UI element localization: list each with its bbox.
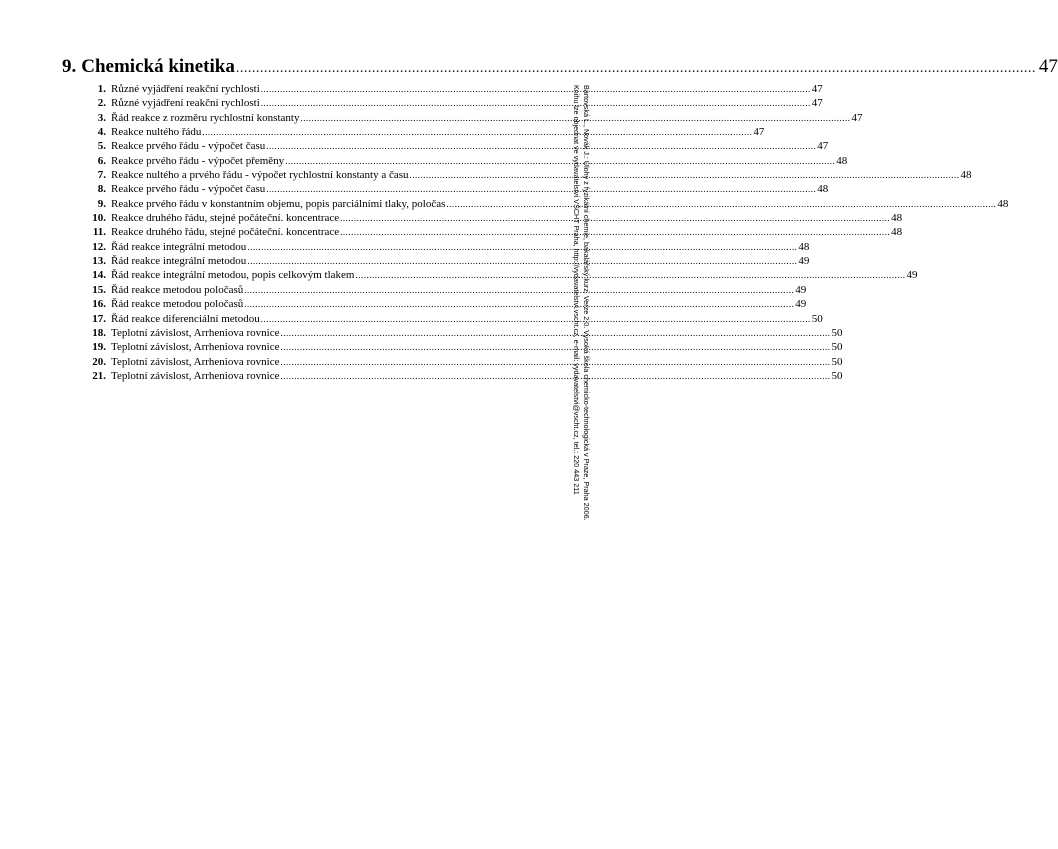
dot-leader: ........................................................................................................................................................................................................: [244, 284, 795, 295]
entry-page: 49: [906, 269, 918, 282]
toc-entry[interactable]: [62, 96, 823, 110]
toc-entry[interactable]: [62, 168, 972, 182]
entry-number: 21.: [92, 369, 106, 382]
entry-page: 49: [798, 255, 810, 268]
entry-number: 10.: [92, 212, 106, 225]
entry-number: 20.: [92, 355, 106, 368]
entry-title: Reakce prvého řádu - výpočet přeměny: [111, 154, 285, 167]
toc-entry[interactable]: [62, 355, 843, 369]
entry-title: Teplotní závislost, Arrheniova rovnice: [111, 341, 280, 354]
entry-page: 50: [831, 369, 843, 382]
entry-number: 7.: [97, 169, 106, 182]
entry-page: 48: [891, 226, 903, 239]
toc-entry[interactable]: [62, 125, 765, 139]
entry-number: 2.: [97, 97, 106, 110]
entry-page: 49: [795, 283, 807, 296]
entry-page: 47: [817, 140, 829, 153]
toc-entry[interactable]: [62, 326, 843, 340]
dot-leader: ........................................................................................................................................................................................................: [247, 256, 798, 267]
entry-number: 11.: [92, 226, 106, 239]
entry-title: Řád reakce metodou poločasů: [111, 283, 244, 296]
entry-number: 18.: [92, 326, 106, 339]
entry-title: Teplotní závislost, Arrheniova rovnice: [111, 326, 280, 339]
entry-page: 48: [960, 169, 972, 182]
entry-title: Reakce prvého řádu v konstantním objemu, popis parciálními tlaky, poločas: [111, 197, 446, 210]
entry-page: 47: [811, 97, 823, 110]
toc-entry[interactable]: [62, 197, 1009, 211]
toc-entry[interactable]: [62, 283, 807, 297]
entry-title: Reakce prvého řádu - výpočet času: [111, 183, 266, 196]
entry-number: 1.: [97, 83, 106, 95]
side-note: [563, 85, 591, 585]
dot-leader: ........................................................................................................................................................................................................: [260, 313, 811, 324]
entry-page: 47: [753, 126, 765, 139]
toc-entry[interactable]: [62, 369, 843, 383]
dot-leader: ........................................................................................................................................................................................................: [280, 342, 831, 353]
entry-page: 47: [851, 111, 863, 124]
entry-title: Reakce nultého řádu: [111, 126, 202, 139]
toc-entry[interactable]: [62, 211, 903, 225]
entry-title: Řád reakce z rozměru rychlostní konstanty: [111, 111, 300, 124]
entry-title: Řád reakce metodou poločasů: [111, 298, 244, 311]
entry-page: 48: [798, 240, 810, 253]
dot-leader: ........................................................................................................................................................................................................: [266, 141, 817, 152]
chapter-number: 9.: [62, 56, 77, 77]
side-note-line-2: Knihu lze objednat ve vydavatelství VŠCHT Praha, http://vydavatelstvi.vscht.cz, e-mail: vydavatelstvi@vscht.cz, tel.: 220 443 211: [572, 85, 581, 495]
toc-entry[interactable]: [62, 297, 807, 311]
toc-entry[interactable]: [62, 111, 863, 125]
entry-title: Různé vyjádření reakční rychlosti: [111, 97, 260, 110]
toc-entry[interactable]: [62, 154, 848, 168]
entry-number: 5.: [97, 140, 106, 153]
entry-number: 16.: [92, 298, 106, 311]
entry-number: 14.: [92, 269, 106, 282]
entry-title: Reakce druhého řádu, stejné počáteční. koncentrace: [111, 212, 340, 225]
dot-leader: ........................................................................................................................................................................................................: [340, 227, 891, 238]
dot-leader: ........................................................................................................................................................................................................: [260, 98, 811, 109]
entry-title: Teplotní závislost, Arrheniova rovnice: [111, 355, 280, 368]
toc-entry[interactable]: [62, 139, 829, 153]
entry-page: 50: [831, 341, 843, 354]
entry-number: 15.: [92, 283, 106, 296]
chapter-title: Chemická kinetika: [81, 56, 235, 77]
dot-leader: ........................................................................................................................................................................................................: [266, 184, 817, 195]
entry-number: 13.: [92, 255, 106, 268]
entry-number: 4.: [97, 126, 106, 139]
dot-leader: ........................................................................................................................................................................................................: [280, 370, 831, 381]
toc-entry[interactable]: [62, 82, 823, 96]
entry-number: 6.: [97, 154, 106, 167]
entry-page: 48: [836, 154, 848, 167]
entry-page: 50: [811, 312, 823, 325]
dot-leader: ........................................................................................................................................................................................................: [280, 327, 831, 338]
toc-entry[interactable]: [62, 225, 903, 239]
entry-page: 50: [831, 326, 843, 339]
entry-page: 48: [997, 197, 1009, 210]
dot-leader: ........................................................................................................................................................................................................: [202, 127, 753, 138]
entry-title: Teplotní závislost, Arrheniova rovnice: [111, 369, 280, 382]
entry-title: Reakce prvého řádu - výpočet času: [111, 140, 266, 153]
entry-title: Reakce druhého řádu, stejné počáteční. koncentrace: [111, 226, 340, 239]
entry-number: 17.: [92, 312, 106, 325]
entry-number: 19.: [92, 341, 106, 354]
toc-entry[interactable]: [62, 268, 918, 282]
entry-number: 12.: [92, 240, 106, 253]
toc-entry[interactable]: [62, 254, 810, 268]
dot-leader: ........................................................................................................................................................................................................: [355, 270, 906, 281]
dot-leader: ........................................................................................................................................................................................................: [285, 155, 836, 166]
dot-leader: ........................................................................................................................................................................................................: [446, 198, 997, 209]
entry-page: 49: [795, 298, 807, 311]
entry-title: Různé vyjádření reakční rychlosti: [111, 83, 260, 95]
dot-leader: ........................................................................................................................................................................................................: [280, 356, 831, 367]
dot-leader: ........................................................................................................................................................................................................: [300, 112, 851, 123]
side-note-line-1: Bartovská L., Novák J.: Úlohy z fyzikální chemie, bakalářský kurz. Verze 2.0. Vysoká škola chemicko-technologická v Praze, Praha 2006.: [582, 85, 591, 521]
entry-title: Řád reakce integrální metodou: [111, 240, 247, 253]
dot-leader: ........................................................................................................................................................................................................: [340, 213, 891, 224]
entry-page: 50: [831, 355, 843, 368]
entry-title: Reakce nultého a prvého řádu - výpočet rychlostní konstanty a času: [111, 169, 409, 182]
entry-page: 48: [891, 212, 903, 225]
dot-leader: ........................................................................................................................................................................................................: [244, 299, 795, 310]
chapter-heading[interactable]: [62, 56, 1058, 80]
toc-entry[interactable]: [62, 182, 829, 196]
toc-entry[interactable]: [62, 312, 823, 326]
entry-number: 8.: [97, 183, 106, 196]
entry-number: 9.: [97, 197, 106, 210]
entry-number: 3.: [97, 111, 106, 124]
entry-title: Řád reakce diferenciální metodou: [111, 312, 260, 325]
entry-title: Řád reakce integrální metodou, popis celkovým tlakem: [111, 269, 355, 282]
toc-entry[interactable]: [62, 240, 810, 254]
entry-page: 48: [817, 183, 829, 196]
toc-entry[interactable]: [62, 340, 843, 354]
entry-page: 47: [811, 83, 823, 95]
dot-leader: ........................................................................................................................................................................................................: [260, 84, 811, 94]
chapter-page: 47: [1038, 56, 1058, 77]
dot-leader: ........................................................................................................................................................................................................: [235, 61, 1036, 76]
dot-leader: ........................................................................................................................................................................................................: [409, 170, 960, 181]
entry-title: Řád reakce integrální metodou: [111, 255, 247, 268]
dot-leader: ........................................................................................................................................................................................................: [247, 241, 798, 252]
